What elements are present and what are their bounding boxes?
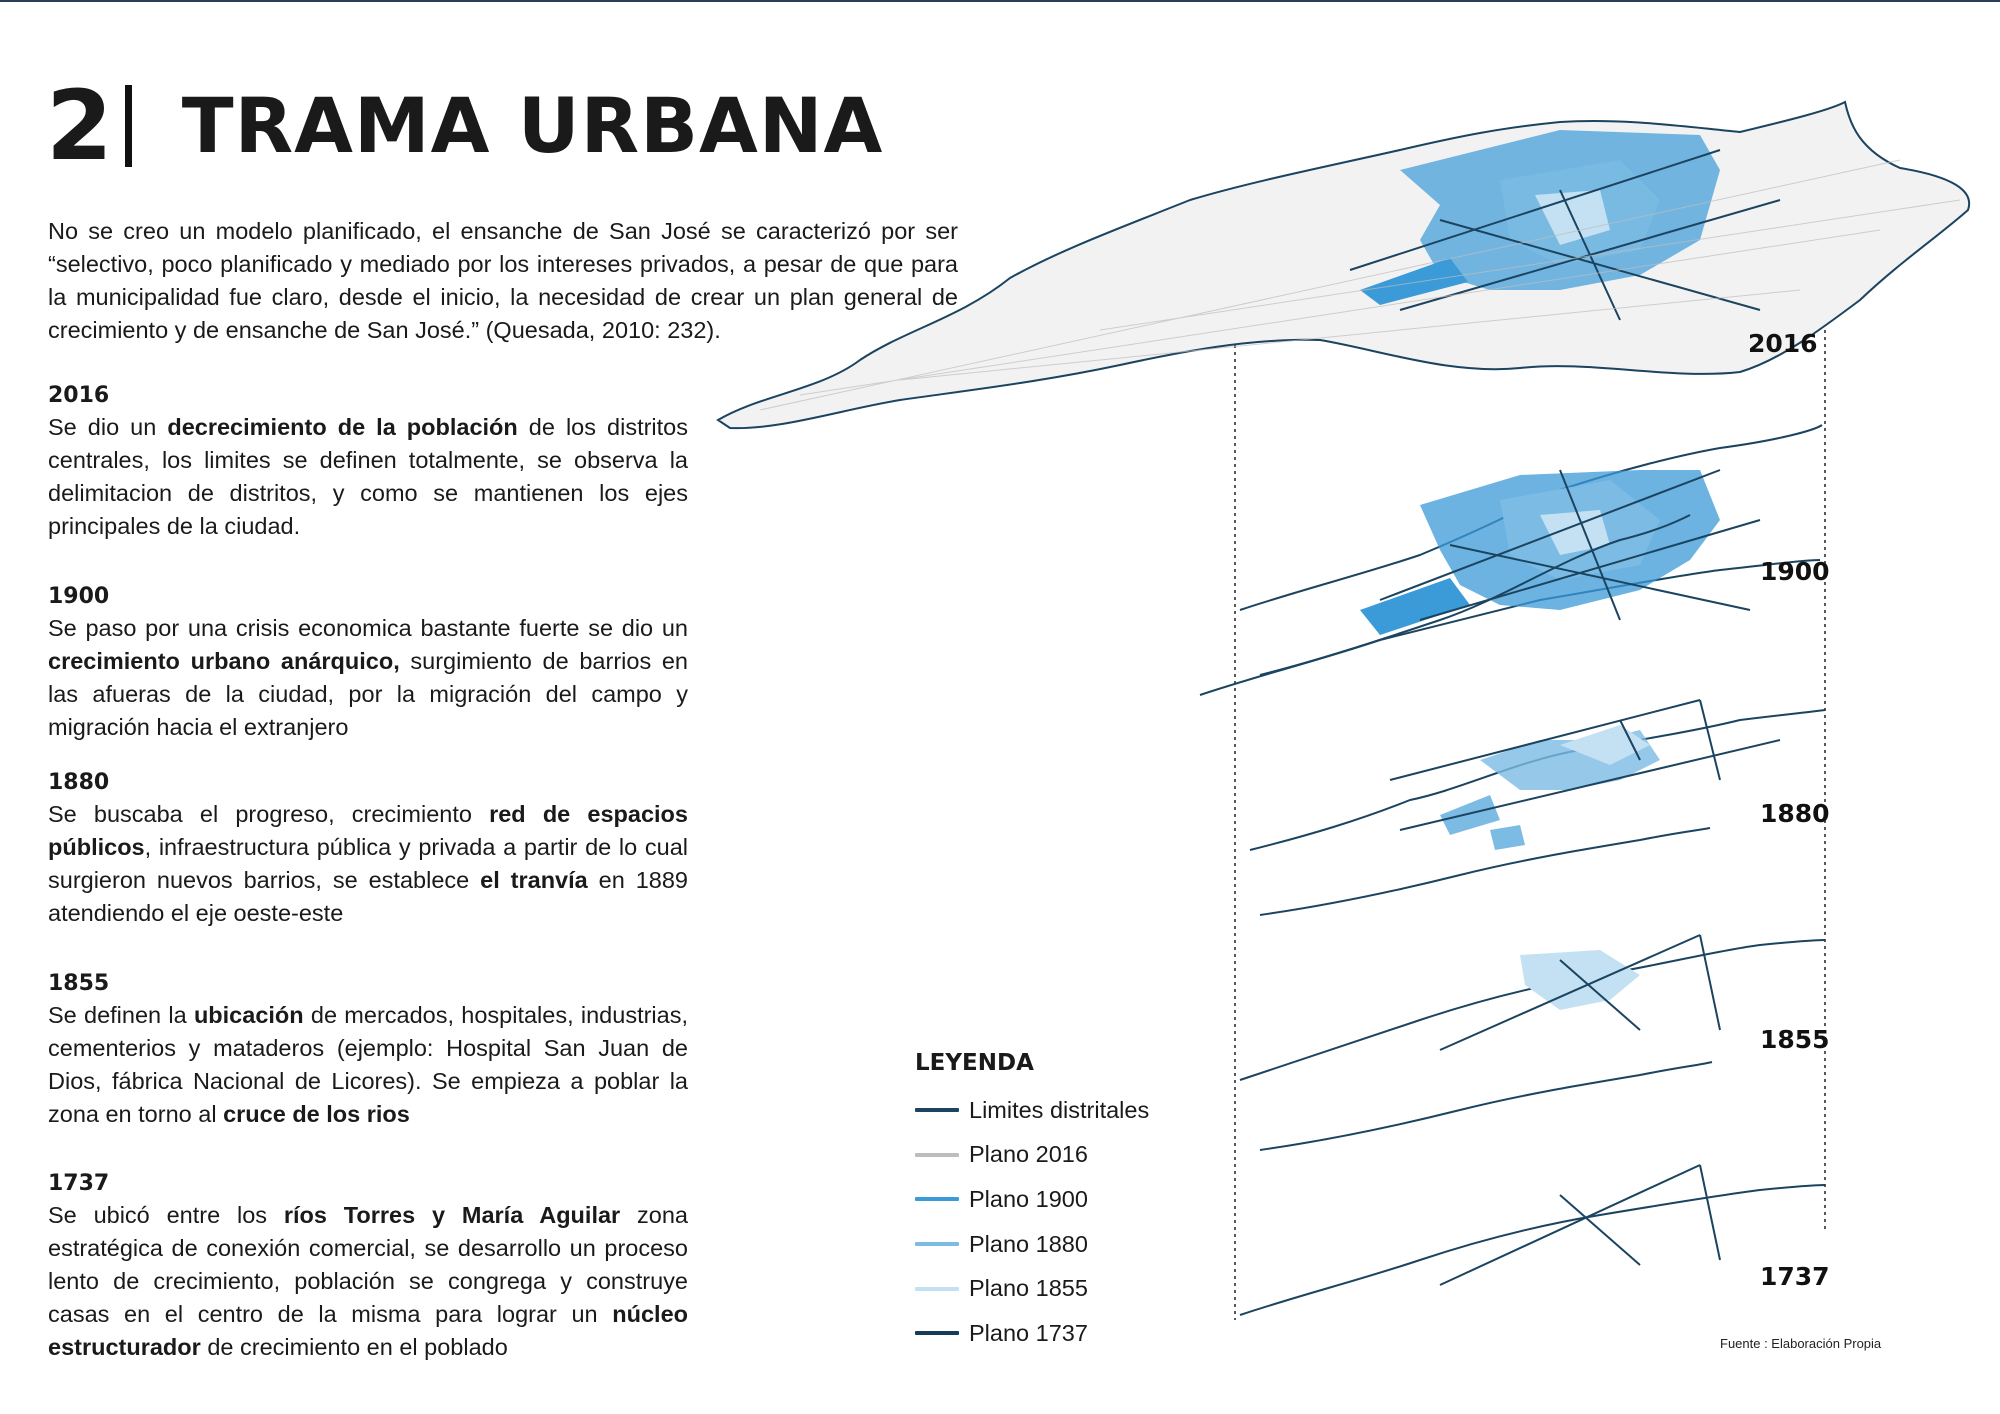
legend-swatch xyxy=(915,1197,959,1201)
period-1880 xyxy=(48,768,688,930)
section-number: 2 xyxy=(46,70,111,182)
legend-swatch xyxy=(915,1287,959,1291)
legend-item xyxy=(915,1266,1149,1311)
period-year: 1880 xyxy=(48,770,110,795)
heading-divider xyxy=(125,85,132,167)
period-year: 1855 xyxy=(48,971,110,996)
legend-label: Plano 1737 xyxy=(969,1319,1088,1346)
page-title: TRAMA URBANA xyxy=(181,81,884,170)
period-year: 1900 xyxy=(48,584,110,609)
intro-paragraph: No se creo un modelo planificado, el ensanche de San José se caracterizó por ser “selectivo, poco planificado y mediado por los intereses privados, a pesar de que para la municipalidad fue claro, desde el inicio, la necesidad de crear un plan general de crecimiento y de ensanche de San José.” (Quesada, 2010: 232). xyxy=(48,218,958,343)
period-text: Se paso por una crisis economica bastante fuerte se dio un crecimiento urbano anárquico, surgimiento de barrios en las afueras de la ciudad, por la migración del campo y migración hacia el extranjero xyxy=(48,615,689,740)
legend-swatch xyxy=(915,1153,959,1157)
top-rule xyxy=(0,0,2000,2)
period-text: Se dio un decrecimiento de la población de los distritos centrales, los limites se definen totalmente, se observa la delimitacion de distritos, y como se mantienen los ejes principales de la ciudad. xyxy=(48,414,688,539)
period-text: Se buscaba el progreso, crecimiento red de espacios públicos, infraestructura pública y privada a partir de lo cual surgieron nuevos barrios, se establece el tranvía en 1889 atendiendo el eje oeste-este xyxy=(48,801,688,926)
legend-label: Plano 1855 xyxy=(969,1275,1088,1302)
legend-title: LEYENDA xyxy=(915,1050,1034,1076)
map-label-1737: 1737 xyxy=(1760,1262,1830,1291)
legend-swatch xyxy=(915,1108,959,1112)
map-layer-1737 xyxy=(1240,1062,1825,1315)
period-2016 xyxy=(48,381,688,543)
source-note: Fuente : Elaboración Propia xyxy=(1720,1336,1882,1351)
period-1737 xyxy=(48,1169,688,1364)
legend-label: Plano 2016 xyxy=(969,1141,1088,1168)
map-layer-1855 xyxy=(1240,828,1825,1080)
period-text: Se ubicó entre los ríos Torres y María Aguilar zona estratégica de conexión comercial, se desarrollo un proceso lento de crecimiento, población se congrega y construye casas en el centro de la misma para lograr un núcleo estructurador de crecimiento en el poblado xyxy=(48,1202,688,1360)
legend-item xyxy=(915,1222,1149,1267)
legend-label: Plano 1880 xyxy=(969,1230,1088,1257)
map-label-1855: 1855 xyxy=(1760,1025,1830,1054)
period-1855 xyxy=(48,969,688,1131)
map-layer-2016 xyxy=(718,102,1969,428)
legend xyxy=(915,1050,1149,1356)
map-label-1900: 1900 xyxy=(1760,557,1830,586)
map-layer-1900 xyxy=(1200,425,1822,695)
urban-growth-maps xyxy=(700,80,1980,1400)
period-year: 2016 xyxy=(48,383,110,408)
period-1900 xyxy=(48,582,688,744)
period-text: Se definen la ubicación de mercados, hospitales, industrias, cementerios y mataderos (ejemplo: Hospital San Juan de Dios, fábrica Nacional de Licores). Se empieza a poblar la zona en torno al cruce de los rios xyxy=(48,1002,688,1127)
map-label-2016: 2016 xyxy=(1748,329,1818,358)
legend-item xyxy=(915,1177,1149,1222)
legend-item xyxy=(915,1088,1149,1133)
legend-label: Limites distritales xyxy=(969,1096,1150,1123)
map-label-1880: 1880 xyxy=(1760,799,1830,828)
legend-label: Plano 1900 xyxy=(969,1185,1088,1212)
legend-item xyxy=(915,1311,1149,1356)
period-year: 1737 xyxy=(48,1171,110,1196)
legend-swatch xyxy=(915,1242,959,1246)
legend-swatch xyxy=(915,1331,959,1335)
legend-item xyxy=(915,1133,1149,1178)
